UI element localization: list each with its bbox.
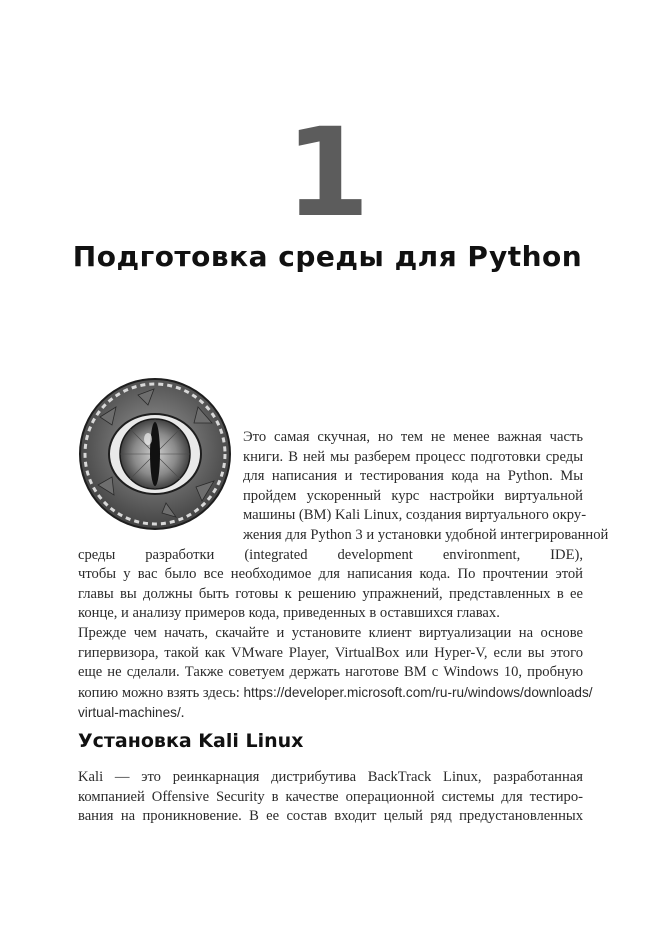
intro-line: машины (ВМ) Kali Linux, создания виртуального окру- bbox=[243, 507, 587, 524]
paragraph-line: гипервизора, такой как VMware Player, VirtualBox или Hyper-V, если вы этого bbox=[78, 644, 583, 661]
paragraph-line: еще не сделали. Также советуем держать наготове ВМ с Windows 10, пробную bbox=[78, 664, 583, 681]
chapter-number: 1 bbox=[285, 102, 370, 244]
intro-line: чтобы у вас было все необходимое для написания кода. По прочтении этой bbox=[78, 566, 583, 583]
intro-line: Это самая скучная, но тем не менее важная часть bbox=[243, 429, 583, 445]
paragraph-line: Прежде чем начать, скачайте и установите клиент виртуализации на основе bbox=[78, 625, 583, 641]
paragraph-line bbox=[78, 683, 593, 704]
chapter-title: Подготовка среды для Python bbox=[72, 240, 583, 273]
intro-paragraph bbox=[78, 428, 609, 624]
paragraph-line: вания на проникновение. В ее состав входит целый ряд предустановленных bbox=[78, 808, 583, 825]
intro-line: для написания и тестирования кода на Python. Мы bbox=[243, 468, 583, 485]
intro-line: жения для Python 3 и установки удобной интегрированной bbox=[243, 526, 609, 543]
paragraph-line-text: копию можно взять здесь: bbox=[78, 684, 244, 701]
paragraph-line bbox=[78, 703, 583, 724]
kali-paragraph bbox=[78, 768, 583, 827]
section-heading: Установка Kali Linux bbox=[78, 730, 304, 752]
paragraph-line: компанией Offensive Security в качестве операционной системы для тестиро- bbox=[78, 788, 583, 805]
windows-vm-download-link[interactable]: https://developer.microsoft.com/ru-ru/windows/downloads/ bbox=[243, 684, 593, 700]
intro-line: книги. В ней мы разберем процесс подготовки среды bbox=[243, 448, 583, 465]
virtualization-paragraph bbox=[78, 624, 593, 724]
intro-line: главы вы должны быть готовы к решению упражнений, представленных в ее bbox=[78, 585, 583, 602]
intro-line: среды разработки (integrated development environment, IDE), bbox=[78, 546, 583, 563]
paragraph-line-text: . bbox=[180, 705, 185, 722]
windows-vm-download-link-continued[interactable]: virtual-machines/ bbox=[78, 705, 181, 721]
intro-line: конце, и анализу примеров кода, приведенных в оставшихся главах. bbox=[78, 605, 500, 622]
intro-line: пройдем ускоренный курс настройки виртуальной bbox=[243, 487, 583, 504]
paragraph-line: Kali — это реинкарнация дистрибутива BackTrack Linux, разработанная bbox=[78, 769, 583, 785]
